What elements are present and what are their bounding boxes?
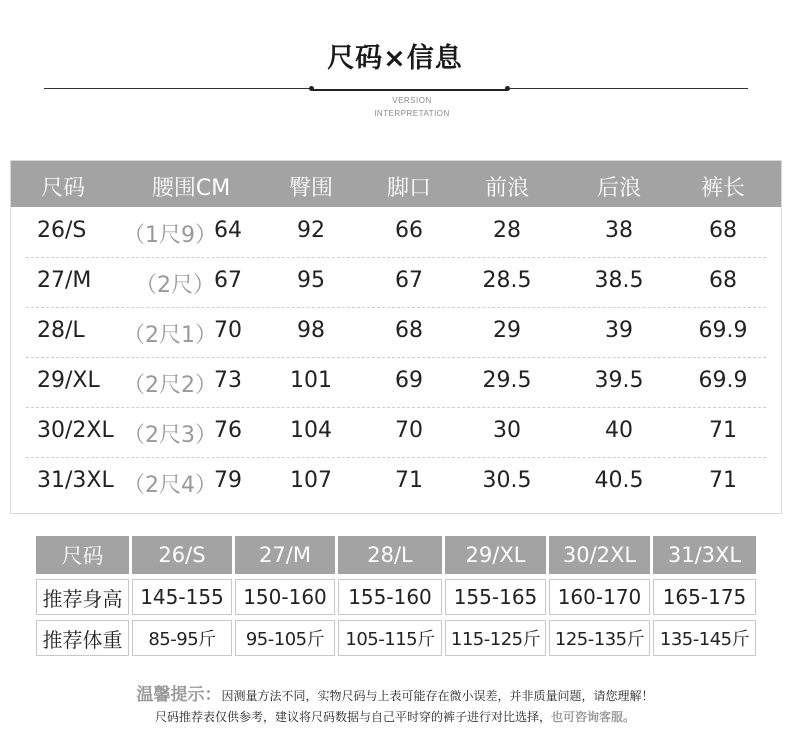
cell-hip: 95: [297, 268, 325, 293]
header-front-rise: 前浪: [484, 176, 530, 201]
table-row: [11, 208, 781, 258]
weight-cell: 135-145斤: [653, 620, 756, 656]
height-cell: 155-160: [338, 579, 442, 615]
weight-cell: 105-115斤: [338, 620, 442, 656]
recommend-header-cell: 26/S: [132, 536, 232, 574]
cell-hem: 71: [395, 468, 423, 493]
cell-back-rise: 40.5: [594, 468, 644, 493]
cell-length: 69.9: [698, 318, 748, 343]
divider-dot-right: [505, 86, 510, 91]
cell-waist: 67: [214, 268, 242, 293]
header-back-rise: 后浪: [596, 176, 642, 201]
cell-front-rise: 28: [493, 218, 521, 243]
cell-length: 71: [709, 468, 737, 493]
cell-front-rise: 30: [493, 418, 521, 443]
page-title: 尺码×信息: [327, 43, 463, 74]
weight-cell: 115-125斤: [445, 620, 546, 656]
cell-front-rise: 30.5: [482, 468, 532, 493]
cell-hem: 67: [395, 268, 423, 293]
notice-line-1: [0, 680, 790, 705]
cell-size: 29/XL: [37, 368, 100, 393]
height-label: 推荐身高: [36, 579, 129, 615]
table-row: [11, 458, 781, 508]
cell-hip: 92: [297, 218, 325, 243]
cell-length: 68: [709, 218, 737, 243]
cell-size: 30/2XL: [37, 418, 114, 443]
cell-length: 71: [709, 418, 737, 443]
cell-size: 31/3XL: [37, 468, 114, 493]
height-cell: 160-170: [549, 579, 650, 615]
cell-hip: 101: [290, 368, 332, 393]
recommend-header-cell: 30/2XL: [549, 536, 650, 574]
cell-note: （2尺4）: [123, 473, 217, 498]
cell-size: 27/M: [37, 268, 92, 293]
notice-lead: 温馨提示：: [136, 685, 222, 705]
cell-back-rise: 40: [605, 418, 633, 443]
size-table: [10, 160, 782, 514]
table-row: [11, 408, 781, 458]
recommend-header-cell: 31/3XL: [653, 536, 756, 574]
cell-length: 69.9: [698, 368, 748, 393]
cell-hem: 68: [395, 318, 423, 343]
notice-line-2: [0, 708, 790, 725]
cell-hip: 98: [297, 318, 325, 343]
cell-hem: 70: [395, 418, 423, 443]
cell-waist: 70: [214, 318, 242, 343]
recommend-header-cell: 28/L: [338, 536, 442, 574]
header-size: 尺码: [40, 176, 86, 201]
subtitle-interpretation: INTERPRETATION: [374, 109, 450, 118]
cell-note: （2尺）: [135, 273, 215, 298]
cell-hem: 66: [395, 218, 423, 243]
table-row: [11, 358, 781, 408]
cell-length: 68: [709, 268, 737, 293]
header-waist: 腰围CM: [151, 176, 231, 201]
divider-middle: [311, 89, 508, 91]
cell-note: （1尺9）: [123, 223, 217, 248]
cell-note: （2尺3）: [123, 423, 217, 448]
header-hem: 脚口: [386, 176, 432, 201]
table-row: [11, 308, 781, 358]
header-hip: 臀围: [288, 176, 334, 201]
cell-size: 26/S: [37, 218, 87, 243]
recommend-header-size: 尺码: [36, 536, 129, 574]
notice-text-1: 因测量方法不同，实物尺码与上表可能存在微小误差，并非质量问题，请您理解！: [221, 689, 654, 703]
divider-left: [44, 88, 311, 89]
cell-note: （2尺2）: [123, 373, 217, 398]
recommend-header-cell: 27/M: [235, 536, 335, 574]
recommend-header-cell: 29/XL: [445, 536, 546, 574]
weight-label: 推荐体重: [36, 620, 129, 656]
subtitle-version: VERSION: [392, 96, 432, 105]
notice-text-2: 尺码推荐表仅供参考，建议将尺码数据与自己平时穿的裤子进行对比选择，: [154, 710, 551, 724]
divider-dot-left: [309, 86, 314, 91]
weight-cell: 125-135斤: [549, 620, 650, 656]
height-cell: 155-165: [445, 579, 546, 615]
cell-waist: 73: [214, 368, 242, 393]
cell-front-rise: 29.5: [482, 368, 532, 393]
notice-highlight: 也可咨询客服。: [551, 710, 636, 724]
cell-waist: 64: [214, 218, 242, 243]
header-length: 裤长: [700, 176, 746, 201]
weight-cell: 85-95斤: [132, 620, 232, 656]
cell-size: 28/L: [37, 318, 85, 343]
cell-front-rise: 28.5: [482, 268, 532, 293]
height-cell: 145-155: [132, 579, 232, 615]
cell-waist: 79: [214, 468, 242, 493]
size-table-header: [11, 161, 781, 207]
weight-cell: 95-105斤: [235, 620, 335, 656]
cell-hip: 107: [290, 468, 332, 493]
cell-note: （2尺1）: [123, 323, 217, 348]
table-row: [11, 258, 781, 308]
cell-back-rise: 39: [605, 318, 633, 343]
height-cell: 150-160: [235, 579, 335, 615]
cell-hem: 69: [395, 368, 423, 393]
cell-waist: 76: [214, 418, 242, 443]
cell-hip: 104: [290, 418, 332, 443]
divider-right: [508, 88, 748, 89]
height-cell: 165-175: [653, 579, 756, 615]
cell-back-rise: 38: [605, 218, 633, 243]
cell-back-rise: 38.5: [594, 268, 644, 293]
cell-front-rise: 29: [493, 318, 521, 343]
cell-back-rise: 39.5: [594, 368, 644, 393]
